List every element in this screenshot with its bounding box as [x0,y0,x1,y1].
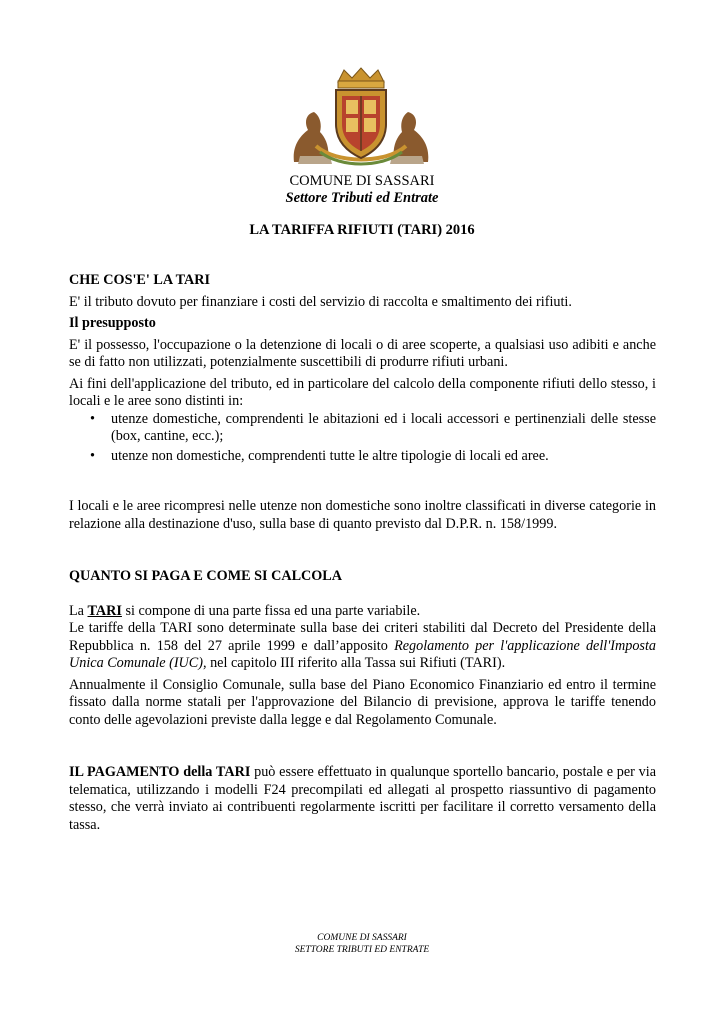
section-heading-how-much: QUANTO SI PAGA E COME SI CALCOLA [69,568,343,584]
paragraph: E' il tributo dovuto per finanziare i costi del servizio di raccolta e smaltimento dei rifiuti. [69,293,572,310]
coat-of-arms-icon [286,66,436,170]
document-body [69,272,656,834]
bullet-icon: • [90,410,95,427]
document-title: LA TARIFFA RIFIUTI (TARI) 2016 [249,222,475,238]
paragraph: E' il possesso, l'occupazione o la detenzione di locali o di aree scoperte, a qualsiasi uso adibiti e anche se di fatto non utilizzati, potenzialmente suscettibili di produrre rifiuti urbani. [69,336,656,370]
bullet-list [69,411,656,466]
section-heading-what-is-tari: CHE COS'E' LA TARI [69,272,210,288]
header-municipality: COMUNE DI SASSARI [289,173,435,189]
subheading-presupposto: Il presupposto [69,315,156,331]
page-footer: COMUNE DI SASSARI SETTORE TRIBUTI ED ENTRATE [294,933,430,955]
header-department: Settore Tributi ed Entrate [285,190,439,206]
paragraph: Annualmente il Consiglio Comunale, sulla base del Piano Economico Finanziario ed entro il termine fissato dalla norme statali per l'approvazione del Bilancio di previsione, approva le tariffe tenendo conto delle agevolazioni previste dalla legge e dal Regolamento Comunale. [69,676,656,728]
bullet-icon: • [90,447,95,464]
list-item: • utenze non domestiche, comprendenti tutte le altre tipologie di locali ed aree. [90,447,549,464]
list-item: • utenze domestiche, comprendenti le abitazioni ed i locali accessori e pertinenziali delle stesse (box, cantine, ecc.); [90,410,656,444]
paragraph-payment: IL PAGAMENTO della TARI può essere effettuato in qualunque sportello bancario, postale e per via telematica, utilizzando i modelli F24 precompilati ed allegati al prospetto riassuntivo di pagamento stesso, che verrà inviato ai contribuenti regolarmente iscritti per facilitare il corretto versamento della tassa. [69,764,657,833]
paragraph: La TARI si compone di una parte fissa ed una parte variabile. [69,602,421,619]
paragraph: I locali e le aree ricompresi nelle utenze non domestiche sono inoltre classificati in diverse categorie in relazione alla destinazione d'uso, sulla base di quanto previsto dal D.P.R. n. 158/1999. [69,498,656,532]
paragraph: Ai fini dell'applicazione del tributo, ed in particolare del calcolo della componente rifiuti dello stesso, i locali e le aree sono distinti in: [69,375,656,409]
paragraph: Le tariffe della TARI sono determinate sulla base dei criteri stabiliti dal Decreto del Presidente della Repubblica n. 158 del 27 aprile 1999 e dall’apposito Regolamento per l'applicazione dell'Imposta Unica Comunale (IUC), nel capitolo III riferito alla Tassa sui Rifiuti (TARI). [69,620,656,671]
